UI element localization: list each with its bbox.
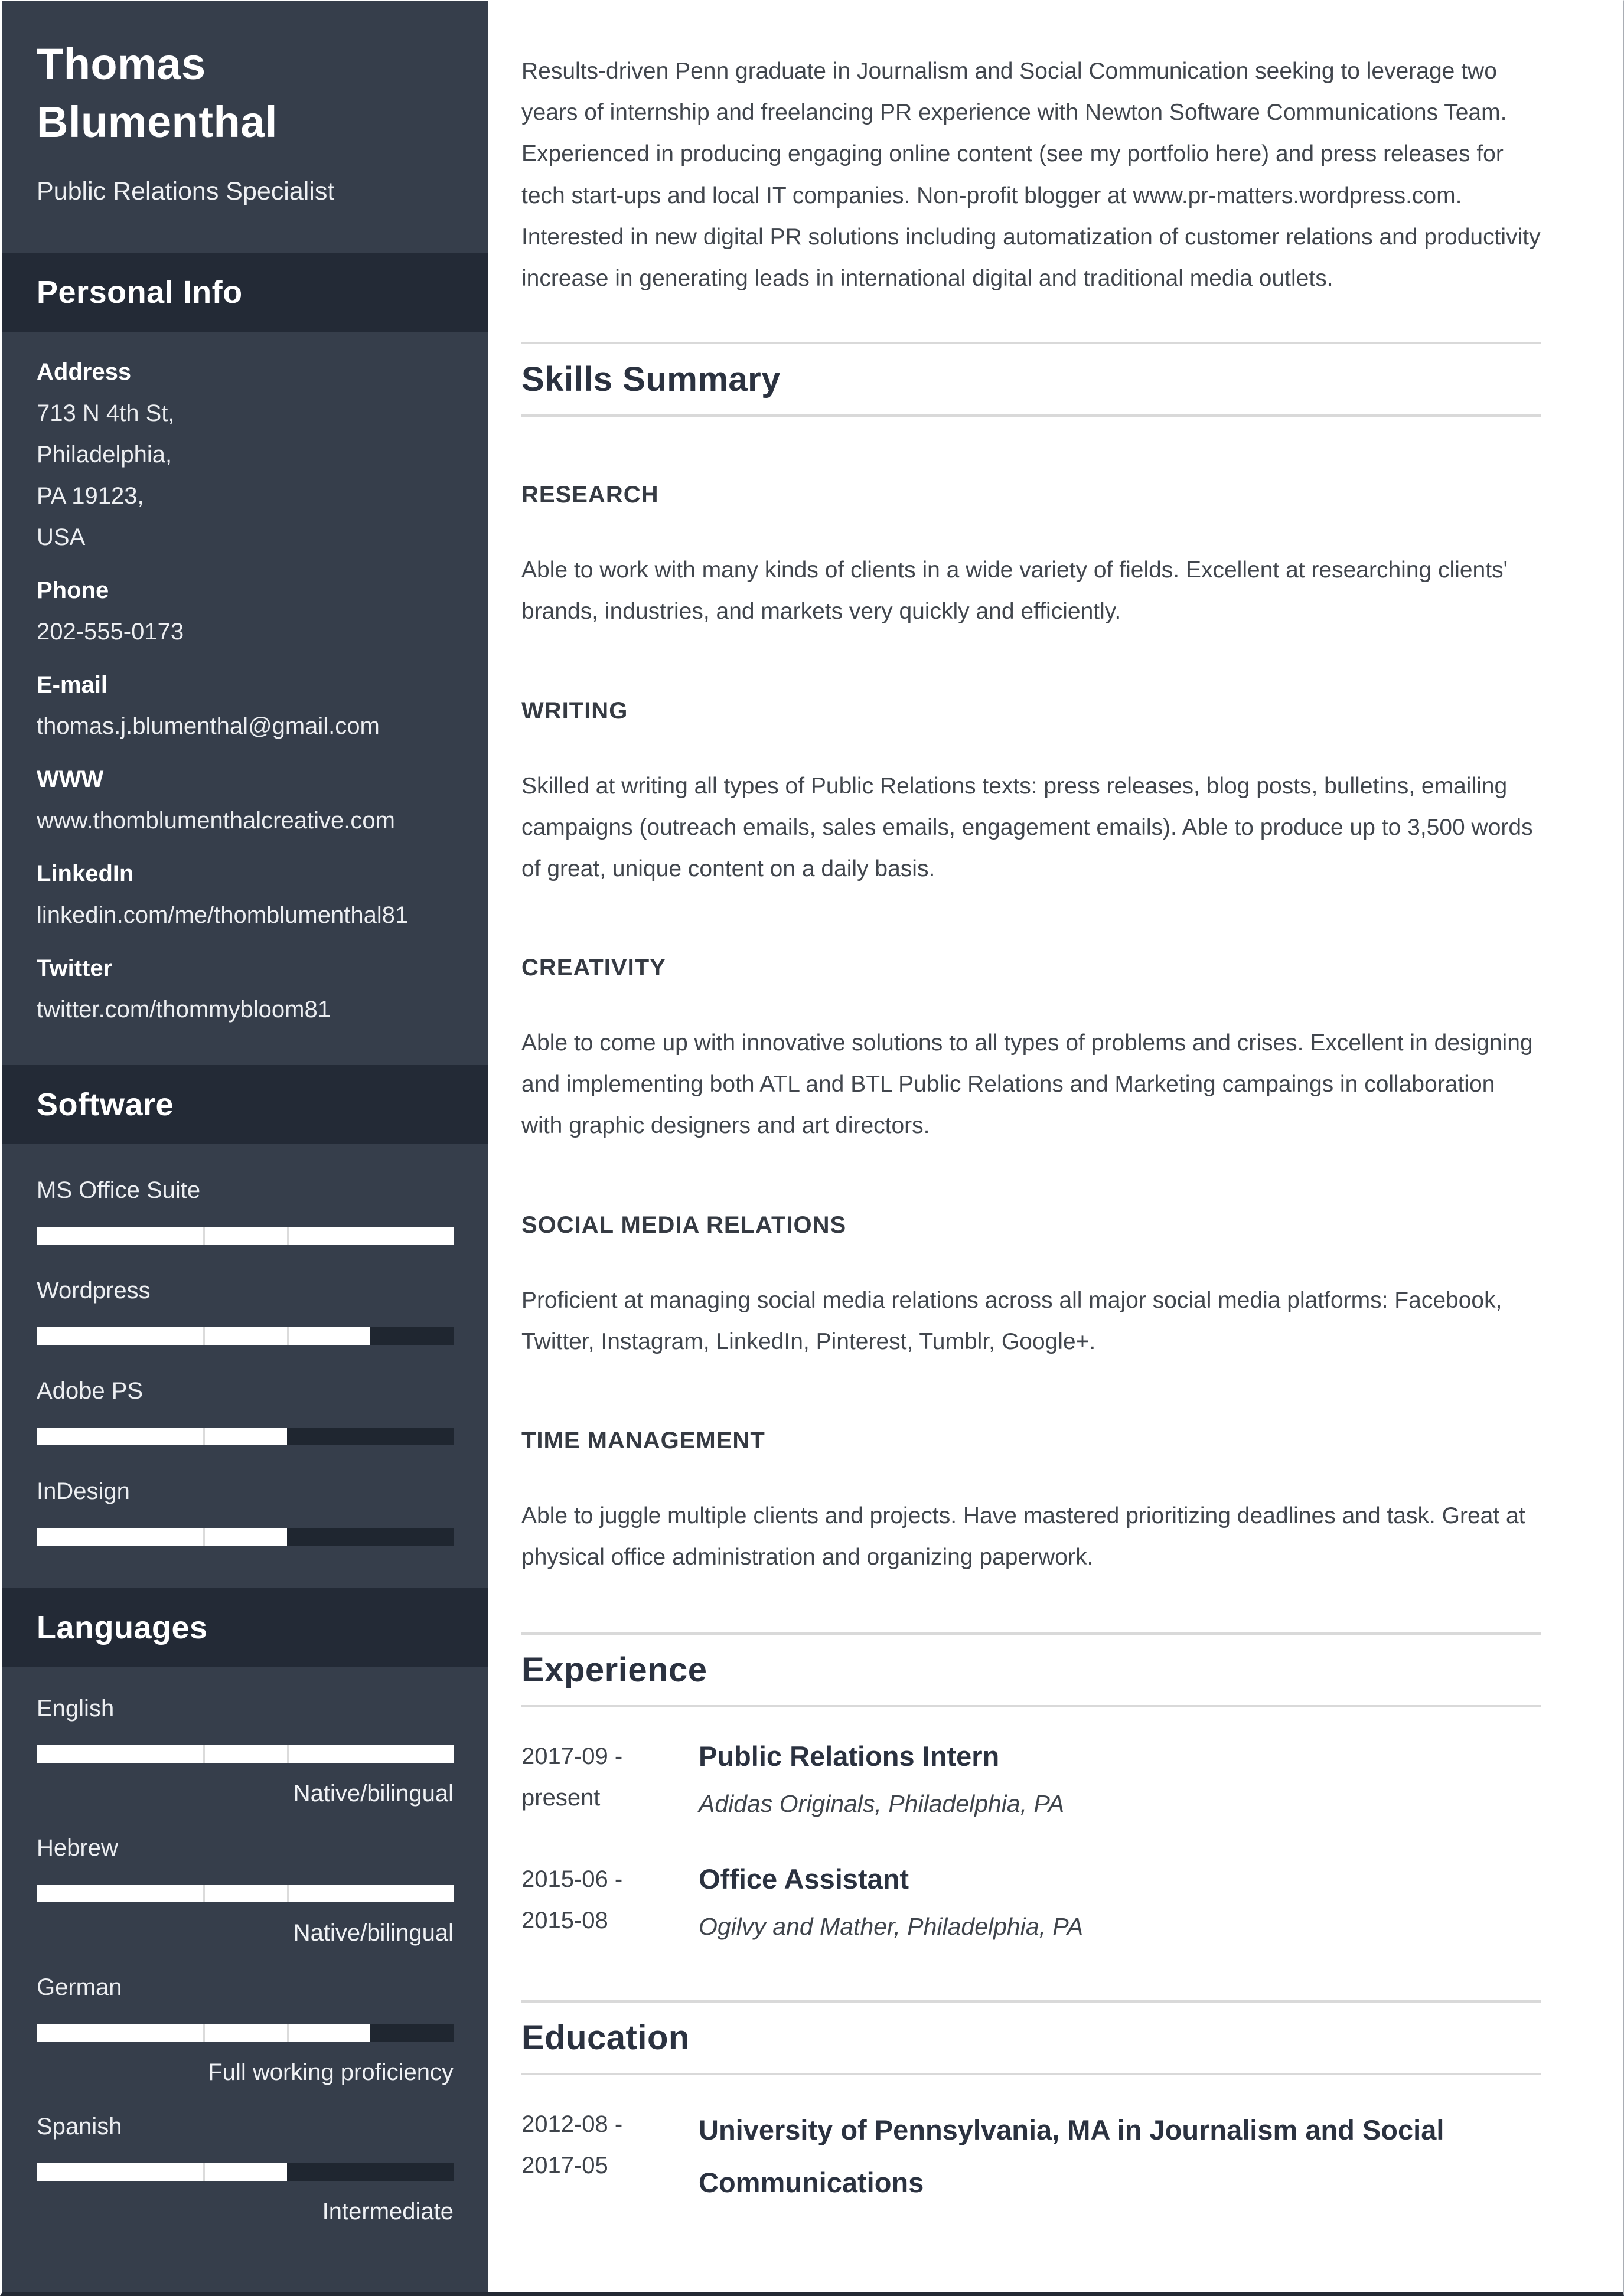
section-rule	[521, 2073, 1541, 2075]
skill-name: Adobe PS	[37, 1377, 144, 1404]
bar-divider	[203, 2024, 205, 2042]
skill-bar-fill	[37, 1528, 287, 1546]
address-line: 713 N 4th St,	[37, 400, 175, 426]
experience-dates	[521, 1859, 699, 1944]
twitter-label: Twitter	[37, 955, 113, 981]
bar-divider	[287, 2024, 289, 2042]
address-line: Philadelphia,	[37, 441, 172, 468]
www-label: WWW	[37, 766, 104, 792]
phone-value: 202-555-0173	[37, 618, 184, 645]
skill-group-title: TIME MANAGEMENT	[521, 1428, 765, 1454]
language-bar-fill	[37, 2163, 287, 2181]
skill-bar	[37, 1428, 454, 1445]
www-value: www.thomblumenthalcreative.com	[37, 807, 395, 834]
personal-info-header: Personal Info	[2, 253, 488, 332]
language-name: Hebrew	[37, 1834, 118, 1861]
email-value: thomas.j.blumenthal@gmail.com	[37, 713, 380, 739]
bar-divider	[287, 1227, 289, 1245]
language-bar	[37, 1885, 454, 1902]
bar-divider	[287, 1327, 289, 1345]
bar-divider	[203, 1327, 205, 1345]
language-proficiency: Full working proficiency	[208, 2059, 454, 2085]
skill-bar	[37, 1227, 454, 1245]
language-proficiency: Intermediate	[322, 2198, 454, 2225]
candidate-job-title: Public Relations Specialist	[37, 177, 335, 206]
language-name: English	[37, 1695, 115, 1722]
address-line: USA	[37, 524, 86, 550]
skill-group-title: WRITING	[521, 697, 628, 724]
skill-bar	[37, 1327, 454, 1345]
bar-divider	[203, 2163, 205, 2181]
language-proficiency: Native/bilingual	[293, 1780, 454, 1807]
linkedin-value: linkedin.com/me/thomblumenthal81	[37, 902, 409, 928]
software-header: Software	[2, 1065, 488, 1144]
education-details	[699, 2104, 1541, 2209]
phone-label: Phone	[37, 577, 109, 603]
language-bar	[37, 1745, 454, 1763]
experience-entry	[521, 1736, 1541, 1821]
skill-bar	[37, 1528, 454, 1546]
skill-name: InDesign	[37, 1478, 130, 1504]
language-name: German	[37, 1974, 122, 2000]
candidate-name: Thomas Blumenthal	[37, 40, 278, 146]
section-rule	[521, 414, 1541, 417]
date-from: 2012-08 -	[521, 2111, 623, 2138]
skill-group-text: Able to come up with innovative solutions to all types of problems and crises. Excellent in designing and implementing both ATL and BTL Public Relations and Marketing campaings in collaboration with graphic designers and art directors.	[521, 1030, 1533, 1139]
skill-bar-fill	[37, 1227, 454, 1245]
date-from: 2015-06 -	[521, 1866, 623, 1893]
software-body	[2, 1177, 488, 1546]
skill-group-title: SOCIAL MEDIA RELATIONS	[521, 1211, 847, 1238]
languages-header: Languages	[2, 1588, 488, 1667]
date-from: 2017-09 -	[521, 1743, 623, 1770]
linkedin-label: LinkedIn	[37, 860, 134, 887]
education-dates	[521, 2104, 699, 2209]
skills-summary-heading: Skills Summary	[521, 360, 781, 399]
experience-details	[699, 1736, 1541, 1821]
language-bar-fill	[37, 1885, 454, 1902]
experience-heading: Experience	[521, 1651, 707, 1690]
experience-dates	[521, 1736, 699, 1821]
twitter-value: twitter.com/thommybloom81	[37, 996, 331, 1023]
languages-body	[2, 1696, 488, 2225]
education-section	[521, 2000, 1541, 2075]
skill-group-text: Proficient at managing social media relations across all major social media platforms: Facebook, Twitter, Instagram, LinkedIn, Pinterest, Tumblr, Google+.	[521, 1287, 1502, 1354]
skill-name: Wordpress	[37, 1277, 151, 1304]
bar-divider	[203, 1745, 205, 1763]
name-block	[2, 1, 488, 210]
sidebar	[2, 1, 488, 2292]
education-heading: Education	[521, 2019, 690, 2057]
bar-divider	[287, 1745, 289, 1763]
profile-summary: Results-driven Penn graduate in Journalism and Social Communication seeking to leverage two years of internship and freelancing PR experience with Newton Software Communications Team. Experienced in producing engaging online content (see my portfolio here) and press releases for tech start-ups and local IT companies. Non-profit blogger at www.pr-matters.wordpress.com. Interested in new digital PR solutions including automatization of customer relations and productivity increase in generating leads in international digital and traditional media outlets.	[521, 58, 1541, 291]
skill-group-text: Able to juggle multiple clients and projects. Have mastered prioritizing deadlines and task. Great at physical office administration and organizing paperwork.	[521, 1503, 1525, 1570]
education-degree: University of Pennsylvania, MA in Journalism and Social Communications	[699, 2114, 1444, 2199]
main-content	[488, 1, 1623, 2292]
skill-group-text: Skilled at writing all types of Public Relations texts: press releases, blog posts, bulletins, emailing campaigns (outreach emails, sales emails, engagement emails). Able to produce up to 3,500 words of great, unique content on a daily basis.	[521, 773, 1533, 881]
experience-company: Adidas Originals, Philadelphia, PA	[699, 1789, 1065, 1817]
date-to: present	[521, 1785, 601, 1811]
date-to: 2015-08	[521, 1908, 608, 1934]
bar-divider	[203, 1428, 205, 1445]
language-bar	[37, 2024, 454, 2042]
skill-group-text: Able to work with many kinds of clients in a wide variety of fields. Excellent at researching clients' brands, industries, and markets very quickly and efficiently.	[521, 557, 1508, 625]
experience-entry	[521, 1859, 1541, 1944]
bar-divider	[203, 1227, 205, 1245]
skill-group-title: CREATIVITY	[521, 955, 666, 981]
bar-divider	[203, 1528, 205, 1546]
bar-divider	[287, 1885, 289, 1902]
language-bar-fill	[37, 1745, 454, 1763]
language-name: Spanish	[37, 2113, 122, 2140]
bar-divider	[203, 1885, 205, 1902]
date-to: 2017-05	[521, 2153, 608, 2179]
experience-details	[699, 1859, 1541, 1944]
personal-info-body	[2, 359, 488, 1023]
address-line: PA 19123,	[37, 482, 144, 509]
skill-group-title: RESEARCH	[521, 482, 659, 508]
skill-bar-fill	[37, 1428, 287, 1445]
experience-section	[521, 1632, 1541, 1707]
address-label: Address	[37, 358, 132, 385]
email-label: E-mail	[37, 671, 108, 698]
skills-summary-section	[521, 342, 1541, 417]
experience-company: Ogilvy and Mather, Philadelphia, PA	[699, 1912, 1084, 1940]
experience-job-title: Public Relations Intern	[699, 1740, 1000, 1772]
skill-name: MS Office Suite	[37, 1177, 201, 1203]
section-rule	[521, 1705, 1541, 1707]
language-proficiency: Native/bilingual	[293, 1919, 454, 1946]
language-bar	[37, 2163, 454, 2181]
experience-job-title: Office Assistant	[699, 1863, 909, 1895]
education-entry	[521, 2104, 1541, 2209]
